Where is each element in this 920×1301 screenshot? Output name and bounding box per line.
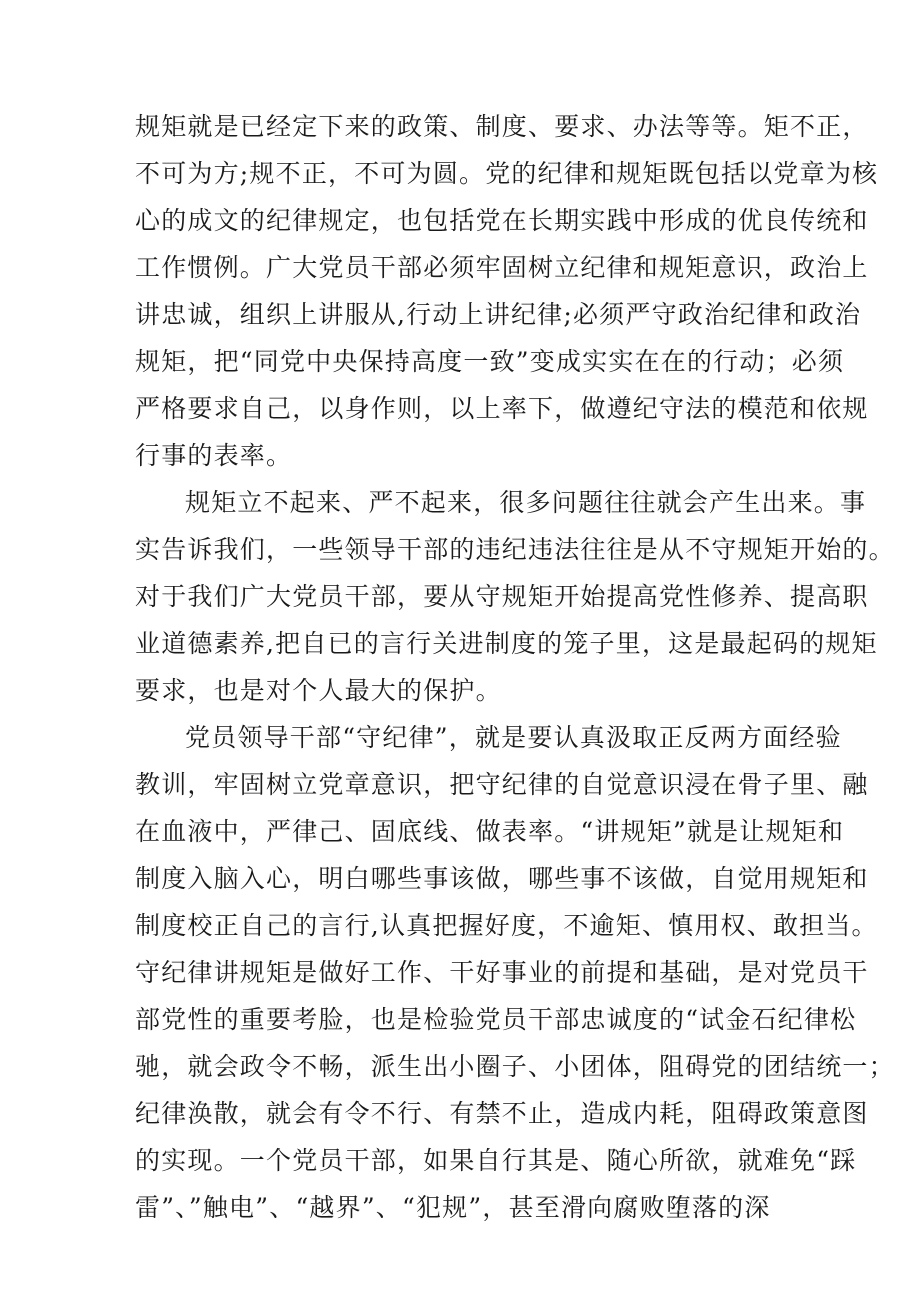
text-line: 制度入脑入心，明白哪些事该做，哪些事不该做，自觉用规矩和 <box>135 864 869 893</box>
text-line: 规矩就是已经定下来的政策、制度、要求、办法等等。矩不正， <box>135 112 869 141</box>
text-line: 规矩立不起来、严不起来，很多问题往往就会产生出来。事 <box>185 488 867 517</box>
text-line: 雷”、”触电”、“越界”、“犯规”，甚至滑向腐败堕落的深 <box>135 1193 771 1222</box>
text-line: 教训，牢固树立党章意识，把守纪律的自觉意识浸在骨子里、融 <box>135 770 869 799</box>
text-line: 守纪律讲规矩是做好工作、干好事业的前提和基础，是对党员干 <box>135 958 869 987</box>
text-line: 制度校正自己的言行,认真把握好度，不逾矩、慎用权、敢担当。 <box>135 911 878 940</box>
text-line: 行事的表率。 <box>135 441 293 470</box>
text-line: 对于我们广大党员干部，要从守规矩开始提高党性修养、提高职 <box>135 582 869 611</box>
text-line: 讲忠诚，组织上讲服从,行动上讲纪律;必须严守政治纪律和政治 <box>135 300 862 329</box>
text-line: 纪律涣散，就会有令不行、有禁不止，造成内耗，阻碍政策意图 <box>135 1099 869 1128</box>
text-line: 在血液中，严律己、固底线、做表率。“讲规矩”就是让规矩和 <box>135 817 845 846</box>
text-line: 的实现。一个党员干部，如果自行其是、随心所欲，就难免“踩 <box>135 1146 857 1175</box>
text-line: 实告诉我们，一些领导干部的违纪违法往往是从不守规矩开始的。 <box>135 535 895 564</box>
text-line: 党员领导干部“守纪律”，就是要认真汲取正反两方面经验 <box>185 723 842 752</box>
text-line: 部党性的重要考脸，也是检验党员干部忠诚度的“试金石纪律松 <box>135 1005 857 1034</box>
text-line: 规矩，把“同党中央保持高度一致”变成实实在在的行动；必须 <box>135 347 845 376</box>
text-line: 心的成文的纪律规定，也包括党在长期实践中形成的优良传统和 <box>135 206 869 235</box>
text-line: 严格要求自己，以身作则，以上率下，做遵纪守法的模范和依规 <box>135 394 869 423</box>
text-line: 驰，就会政令不畅，派生出小圈子、小团体，阻碍党的团结统一； <box>135 1052 895 1081</box>
text-line: 业道德素养,把自已的言行关进制度的笼子里，这是最起码的规矩 <box>135 629 878 658</box>
text-line: 不可为方;规不正，不可为圆。党的纪律和规矩既包括以党章为核 <box>135 159 879 188</box>
text-line: 工作惯例。广大党员干部必须牢固树立纪律和规矩意识，政治上 <box>135 253 869 282</box>
text-line: 要求，也是对个人最大的保护。 <box>135 676 502 705</box>
